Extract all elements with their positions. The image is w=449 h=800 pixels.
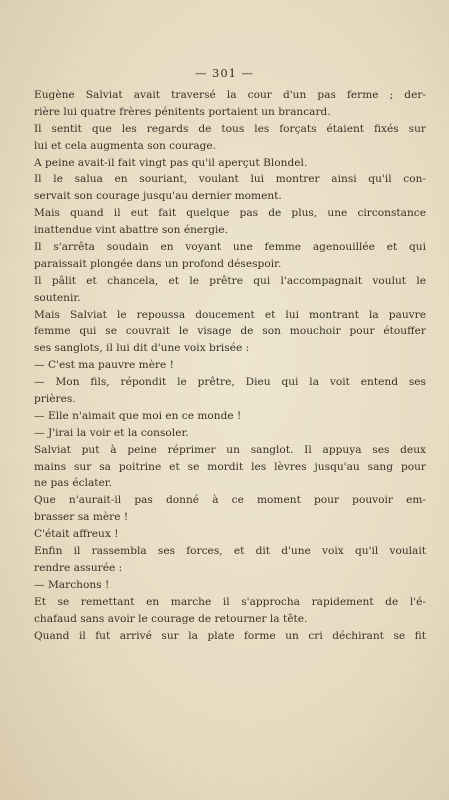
- text-line: prières.: [34, 393, 76, 406]
- text-line: Il le salua en souriant, voulant lui montrer ainsi qu'il con-: [34, 173, 426, 186]
- text-line: ses sanglots, il lui dit d'une voix brisée :: [34, 342, 250, 355]
- text-line: Enfin il rassembla ses forces, et dit d'une voix qu'il voulait: [34, 545, 426, 558]
- text-line: — J'irai la voir et la consoler.: [34, 426, 189, 439]
- text-line: Et se remettant en marche il s'approcha rapidement de l'é-: [34, 595, 426, 608]
- text-line: brasser sa mère !: [34, 511, 129, 524]
- page-number: — 301 —: [194, 66, 255, 80]
- text-line: — Marchons !: [34, 578, 110, 591]
- text-line: Il sentit que les regards de tous les forçats étaient fixés sur: [34, 122, 426, 135]
- text-line: chafaud sans avoir le courage de retourner la tête.: [34, 612, 308, 625]
- text-line: soutenir.: [34, 291, 81, 304]
- text-line: A peine avait-il fait vingt pas qu'il aperçut Blondel.: [34, 156, 308, 169]
- text-line: Eugène Salviat avait traversé la cour d'un pas ferme ; der-: [34, 89, 426, 101]
- text-line: — Mon fils, répondit le prêtre, Dieu qui la voit entend ses: [34, 376, 426, 389]
- text-line: — Elle n'aimait que moi en ce monde !: [34, 409, 242, 422]
- text-line: Salviat put à peine réprimer un sanglot. Il appuya ses deux: [34, 443, 426, 456]
- text-line: Il pâlit et chancela, et le prêtre qui l'accompagnait voulut le: [34, 274, 426, 287]
- text-line: Mais quand il eut fait quelque pas de plus, une circonstance: [34, 207, 426, 220]
- text-line: inattendue vint abattre son énergie.: [34, 224, 229, 237]
- body-text: [34, 87, 426, 644]
- text-line: Que n'aurait-il pas donné à ce moment pour pouvoir em-: [34, 494, 426, 507]
- text-line: Quand il fut arrivé sur la plate forme un cri déchirant se fit: [34, 629, 426, 642]
- text-line: servait son courage jusqu'au dernier moment.: [34, 190, 282, 203]
- text-line: femme qui se couvrait le visage de son mouchoir pour étouffer: [34, 325, 426, 338]
- text-line: mains sur sa poitrine et se mordit les lèvres jusqu'au sang pour: [34, 460, 426, 473]
- text-line: lui et cela augmenta son courage.: [34, 139, 217, 152]
- text-line: — C'est ma pauvre mère !: [34, 359, 174, 372]
- text-line: rière lui quatre frères pénitents portaient un brancard.: [34, 105, 331, 118]
- text-line: Il s'arrêta soudain en voyant une femme agenouillée et qui: [34, 241, 426, 254]
- text-line: C'était affreux !: [34, 528, 119, 541]
- text-line: rendre assurée :: [34, 561, 123, 574]
- text-line: ne pas éclater.: [34, 477, 113, 490]
- text-line: Mais Salviat le repoussa doucement et lui montrant la pauvre: [34, 308, 426, 321]
- text-line: paraissait plongée dans un profond désespoir.: [34, 257, 282, 270]
